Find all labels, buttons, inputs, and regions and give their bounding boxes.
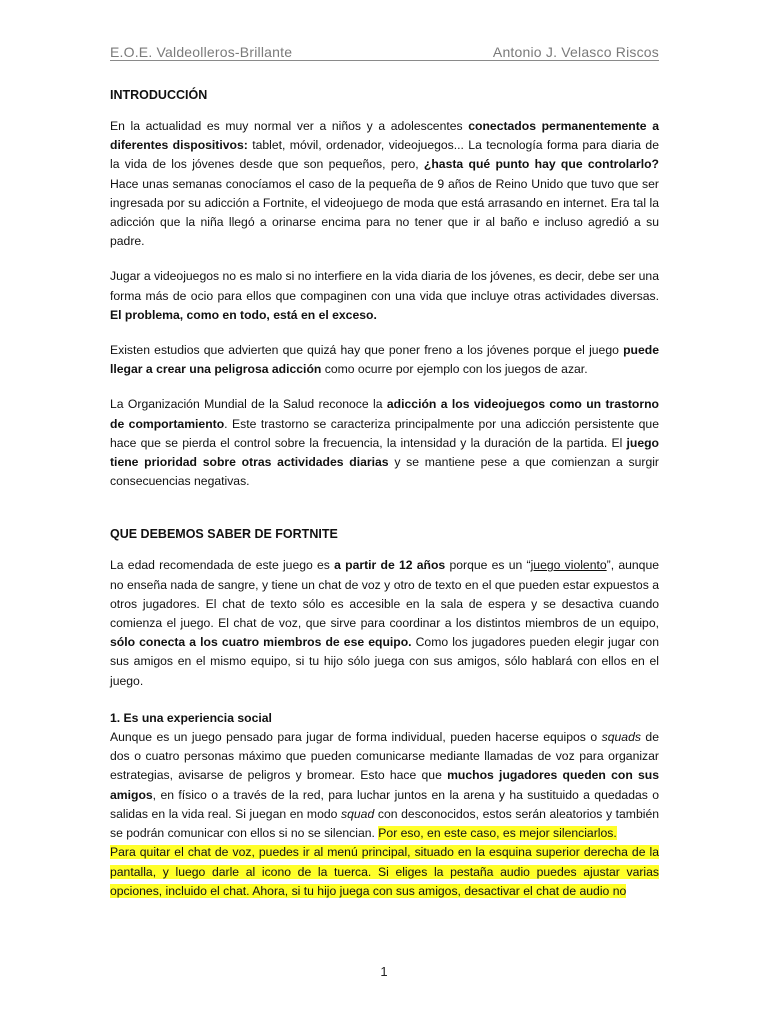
document-body [110,86,659,901]
header-school: E.O.E. Valdeolleros-Brillante [110,44,293,60]
page-number: 1 [380,964,388,979]
intro-paragraph-2: Jugar a videojuegos no es malo si no interfiere en la vida diaria de los jóvenes, es decir, debe ser una forma más de ocio para ellos que compaginen con una vida que incluye otras actividades diversas. El problema, como en todo, está en el exceso. [110,269,659,322]
header-author: Antonio J. Velasco Riscos [492,44,659,60]
intro-paragraph-4: La Organización Mundial de la Salud reconoce la adicción a los videojuegos como un trastorno de comportamiento. Este trastorno se caracteriza principalmente por una adicción persistente que hace que se pierda el control sobre la frecuencia, la intensidad y la duración de la partida. El juego tiene prioridad sobre otras actividades diarias y se mantiene pese a que comienzan a surgir consecuencias negativas. [110,397,659,489]
intro-paragraph-3: Existen estudios que advierten que quizá hay que poner freno a los jóvenes porque el juego puede llegar a crear una peligrosa adicción como ocurre por ejemplo con los juegos de azar. [110,343,659,377]
fortnite-paragraph-3 [110,843,659,901]
section-heading-intro: INTRODUCCIÓN [110,88,208,102]
fortnite-paragraph-2: Aunque es un juego pensado para jugar de forma individual, pueden hacerse equipos o squads de dos o cuatro personas máximo que pueden comunicarse mediante llamadas de voz para organizar estrategias, avisarse de peligros y bromear. Esto hace que muchos jugadores queden con sus amigos, en físico o a través de la red, para luchar juntos en la arena y ha sustituido a quedadas o salidas en la vida real. Si juegan en modo squad con desconocidos, estos serán aleatorios y también se podrán comunicar con ellos si no se silencian. Por eso, en este caso, es mejor silenciarlos. [110,730,660,841]
page-header [110,44,659,60]
highlighted-text: Para quitar el chat de voz, puedes ir al menú principal, situado en la esquina superior derecha de la pantalla, y luego darle al icono de la tuerca. Si eliges la pestaña audio puedes ajustar varias opciones, incluido el chat. Ahora, si tu hijo juega con sus amigos, desactivar el chat de audio no [110,845,659,898]
fortnite-paragraph-1: La edad recomendada de este juego es a partir de 12 años porque es un “juego violento”, aunque no enseña nada de sangre, y tiene un chat de voz y otro de texto en el que pueden estar expuestos a otros jugadores. El chat de texto sólo es accesible en la sala de espera y se desactiva cuando comienza el juego. El chat de voz, que sirve para coordinar a los distintos miembros de un equipo, sólo conecta a los cuatro miembros de ese equipo. Como los jugadores pueden elegir jugar con sus amigos en el mismo equipo, si tu hijo sólo juega con sus amigos, sólo hablará con ellos en el juego. [110,558,660,688]
intro-paragraph-1: En la actualidad es muy normal ver a niños y a adolescentes conectados permanentemente a diferentes dispositivos: tablet, móvil, ordenador, videojuegos... La tecnología forma para diaria de la vida de los jóvenes desde que son pequeños, pero, ¿hasta qué punto hay que controlarlo? Hace unas semanas conocíamos el caso de la pequeña de 9 años de Reino Unido que tuvo que ser ingresada por su adicción a Fortnite, el videojuego de moda que está arrasando en internet. Era tal la adicción que la niña llegó a orinarse encima para no tener que ir al baño e incluso agredió a su padre. [110,119,660,249]
section-heading-fortnite: QUE DEBEMOS SABER DE FORTNITE [110,527,338,542]
highlighted-text: Por eso, en este caso, es mejor silenciarlos. [378,826,617,841]
subsection-title-social: 1. Es una experiencia social [110,710,272,725]
header-divider [110,60,659,61]
